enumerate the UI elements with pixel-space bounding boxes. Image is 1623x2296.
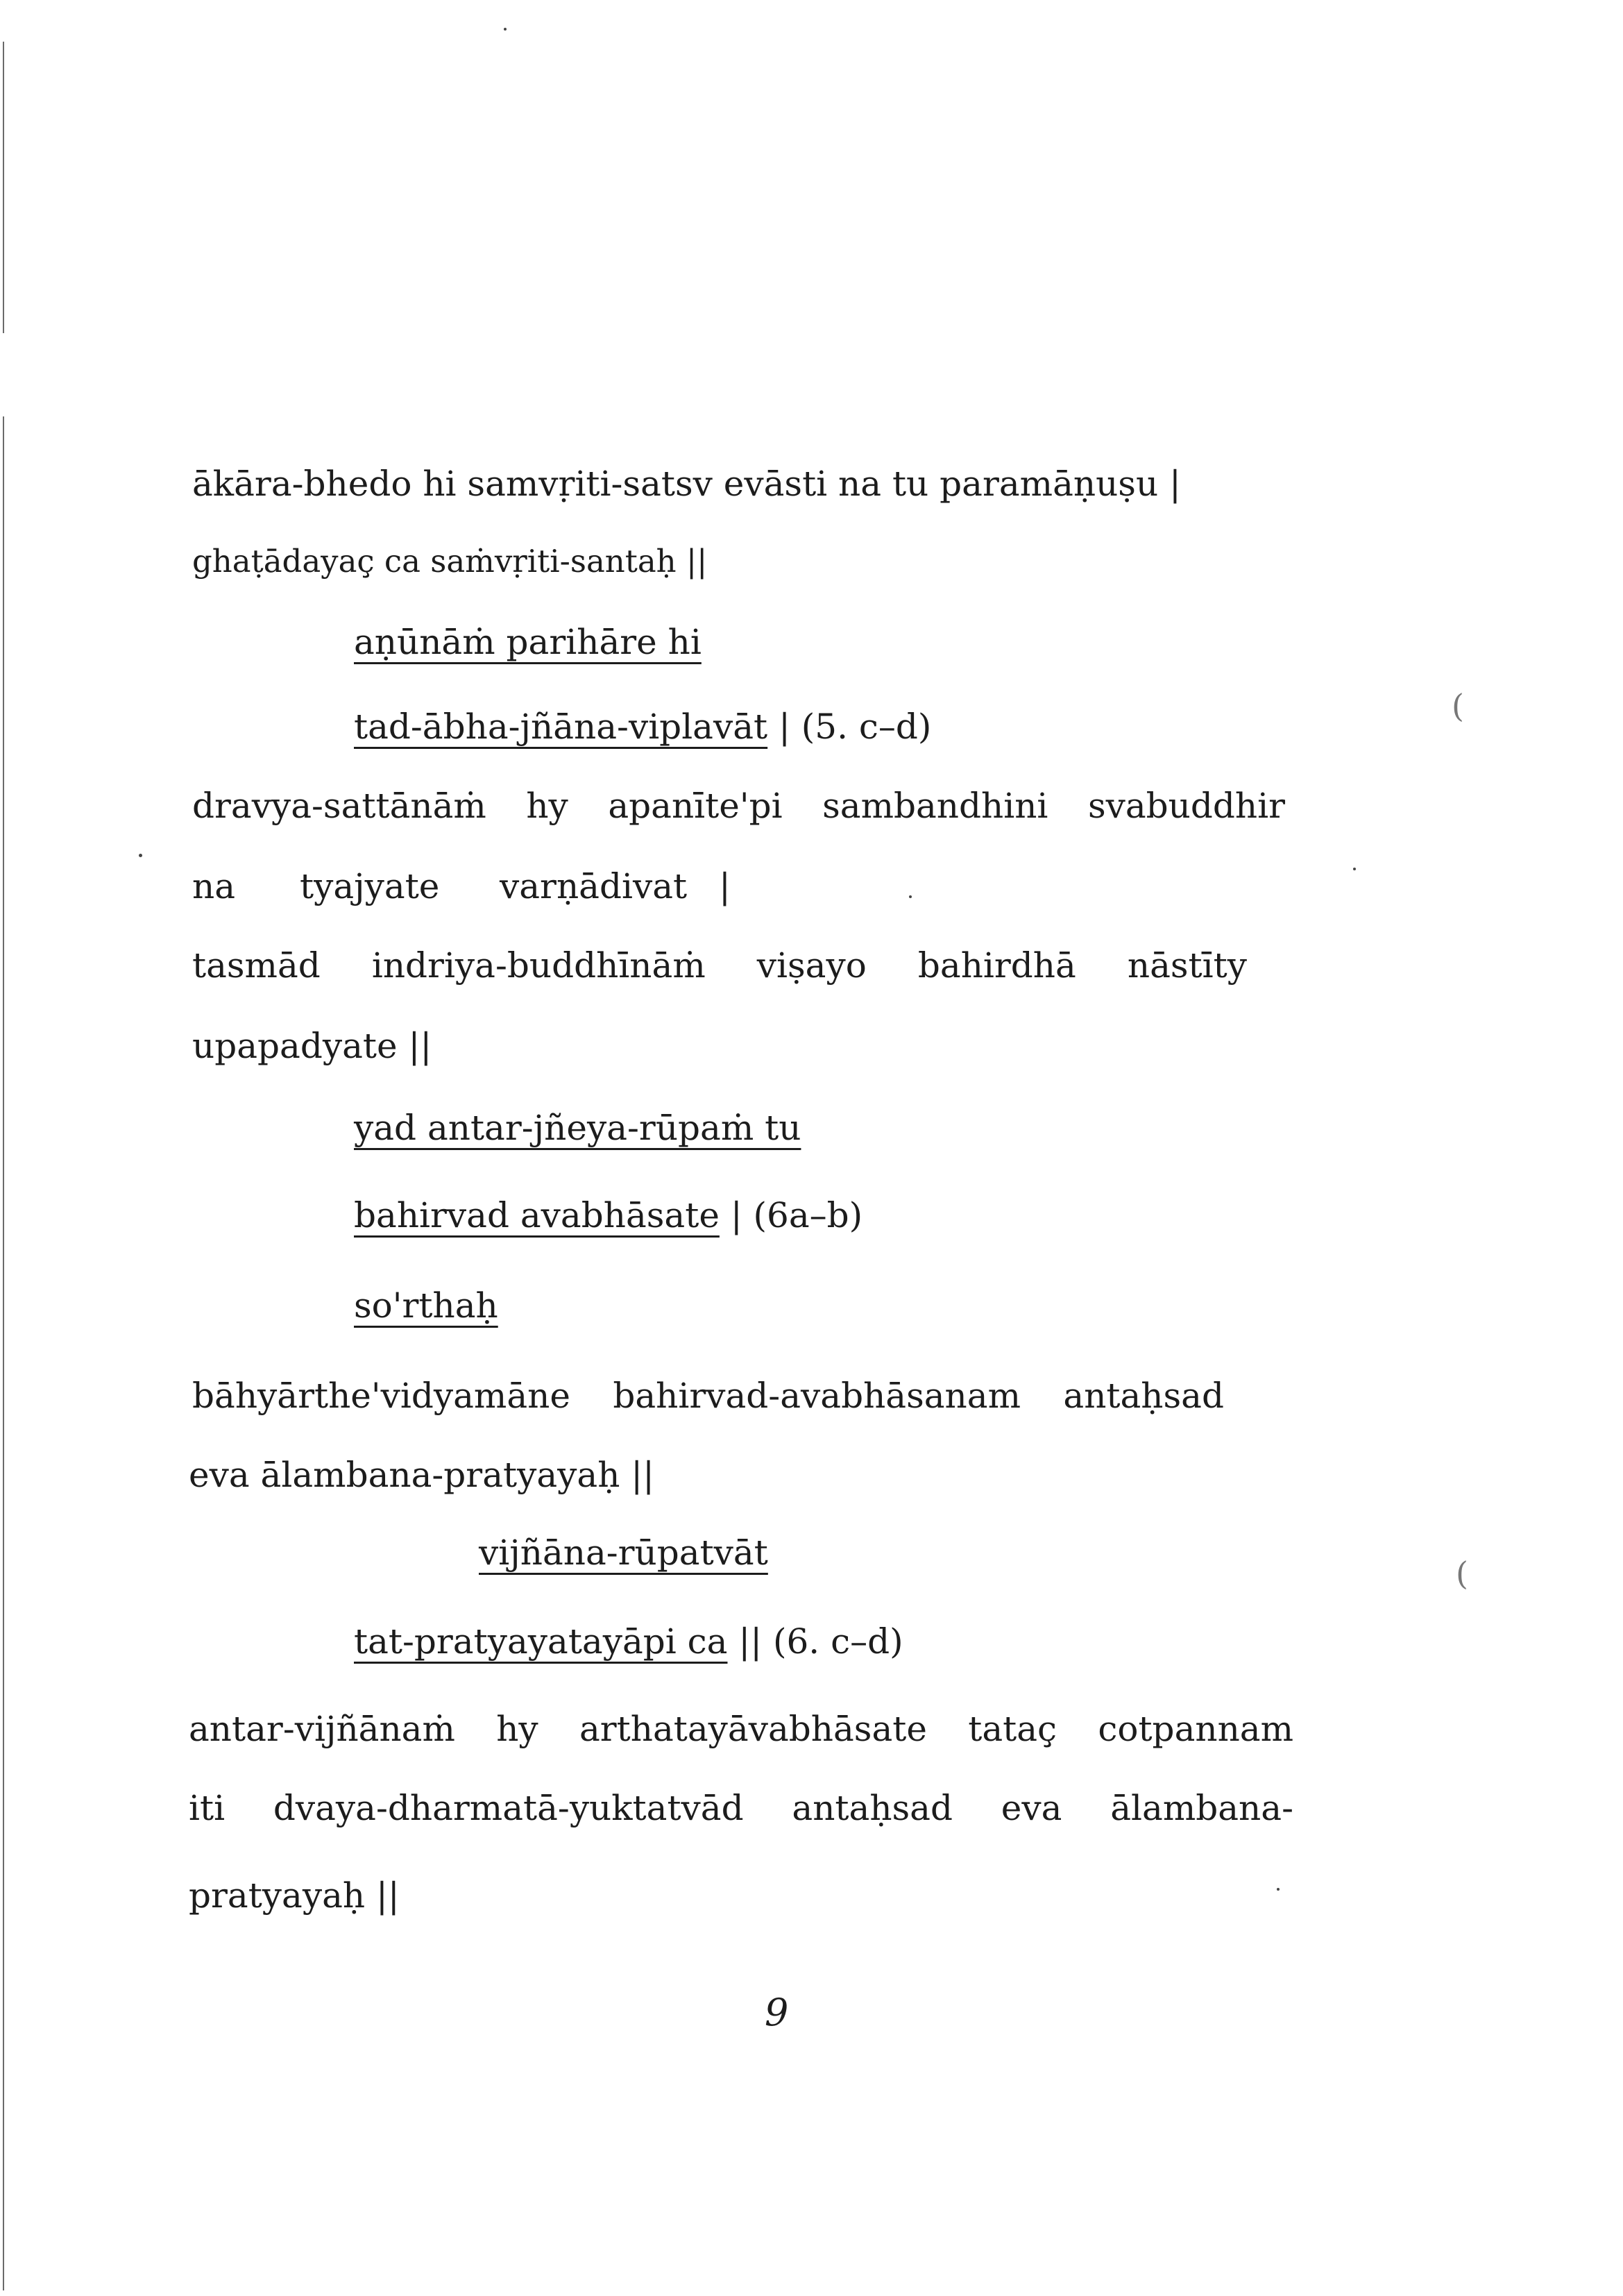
text-line-17 bbox=[189, 1788, 1293, 1828]
scan-edge-line bbox=[3, 42, 4, 333]
danda: | bbox=[719, 866, 731, 906]
underlined-verse: aṇūnāṁ parihāre hi bbox=[354, 622, 702, 662]
text-line-6 bbox=[192, 866, 236, 906]
underlined-verse: tat-pratyayatayāpi ca bbox=[354, 1621, 728, 1662]
word: sambandhini bbox=[822, 786, 1048, 826]
verse-line-9 bbox=[354, 1108, 801, 1148]
verse-line-3 bbox=[354, 622, 702, 662]
word: antar-vijñānaṁ bbox=[189, 1709, 455, 1749]
text-line-7 bbox=[192, 945, 1247, 986]
verse-reference: | (5. c–d) bbox=[779, 707, 932, 747]
word: iti bbox=[189, 1788, 226, 1828]
word: svabuddhir bbox=[1087, 786, 1285, 826]
text-line-6-word bbox=[719, 866, 731, 906]
scan-stray-paren: ( bbox=[1456, 1555, 1468, 1592]
word: apanīte'pi bbox=[608, 786, 783, 826]
word: hy bbox=[496, 1709, 538, 1749]
verse-line-10 bbox=[354, 1195, 863, 1235]
verse-line-14 bbox=[479, 1533, 768, 1573]
verse-text: ghaṭādayaç ca saṁvṛiti-santaḥ || bbox=[192, 543, 708, 580]
verse-line-4 bbox=[354, 707, 932, 747]
underlined-verse: yad antar-jñeya-rūpaṁ tu bbox=[354, 1108, 801, 1148]
word: viṣayo bbox=[756, 945, 867, 986]
underlined-verse: vijñāna-rūpatvāt bbox=[479, 1533, 768, 1573]
text-line-12 bbox=[192, 1376, 1224, 1416]
word: na bbox=[192, 866, 236, 906]
text-line-8 bbox=[192, 1026, 432, 1066]
word: ālambana- bbox=[1110, 1788, 1293, 1828]
verse-text: upapadyate || bbox=[192, 1026, 432, 1066]
verse-text: ākāra-bhedo hi samvṛiti-satsv evāsti na tu paramāṇuṣu | bbox=[192, 464, 1181, 504]
text-line-6-word bbox=[500, 866, 688, 906]
verse-reference: || (6. c–d) bbox=[738, 1621, 903, 1662]
text-line-13 bbox=[189, 1455, 654, 1495]
page-number: 9 bbox=[765, 1991, 789, 2034]
word: eva bbox=[1001, 1788, 1062, 1828]
verse-text: eva ālambana-pratyayaḥ || bbox=[189, 1455, 654, 1495]
word: antaḥsad bbox=[792, 1788, 953, 1828]
scan-speck bbox=[1277, 1888, 1280, 1891]
text-line-16 bbox=[189, 1709, 1293, 1749]
scan-speck bbox=[504, 28, 507, 31]
word: dravya-sattānāṁ bbox=[192, 786, 486, 826]
word: bahirdhā bbox=[917, 945, 1076, 986]
scan-speck bbox=[909, 895, 912, 898]
verse-line-15 bbox=[354, 1621, 903, 1662]
word: hy bbox=[526, 786, 568, 826]
scan-speck bbox=[1353, 868, 1356, 870]
text-line-2 bbox=[192, 543, 708, 580]
word: antaḥsad bbox=[1063, 1376, 1224, 1416]
scan-stray-paren: ( bbox=[1452, 687, 1464, 725]
word: varṇādivat bbox=[500, 866, 688, 906]
text-line-6-word bbox=[300, 866, 440, 906]
word: bāhyārthe'vidyamāne bbox=[192, 1376, 570, 1416]
word: cotpannam bbox=[1098, 1709, 1293, 1749]
word: tasmād bbox=[192, 945, 321, 986]
word: arthatayāvabhāsate bbox=[579, 1709, 927, 1749]
underlined-verse: bahirvad avabhāsate bbox=[354, 1195, 720, 1235]
word: tyajyate bbox=[300, 866, 440, 906]
word: dvaya-dharmatā-yuktatvād bbox=[273, 1788, 744, 1828]
scan-speck bbox=[139, 854, 142, 857]
verse-line-11 bbox=[354, 1285, 498, 1326]
text-line-18 bbox=[189, 1875, 400, 1916]
verse-text: pratyayaḥ || bbox=[189, 1875, 400, 1916]
word: tataç bbox=[968, 1709, 1057, 1749]
underlined-verse: so'rthaḥ bbox=[354, 1285, 498, 1326]
word: indriya-buddhīnāṁ bbox=[371, 945, 706, 986]
text-line-5 bbox=[192, 786, 1285, 826]
text-line-1 bbox=[192, 464, 1181, 504]
scan-edge-line bbox=[3, 416, 4, 2290]
word: nāstīty bbox=[1127, 945, 1247, 986]
underlined-verse: tad-ābha-jñāna-viplavāt bbox=[354, 707, 768, 747]
verse-reference: | (6a–b) bbox=[730, 1195, 863, 1235]
word: bahirvad-avabhāsanam bbox=[613, 1376, 1021, 1416]
